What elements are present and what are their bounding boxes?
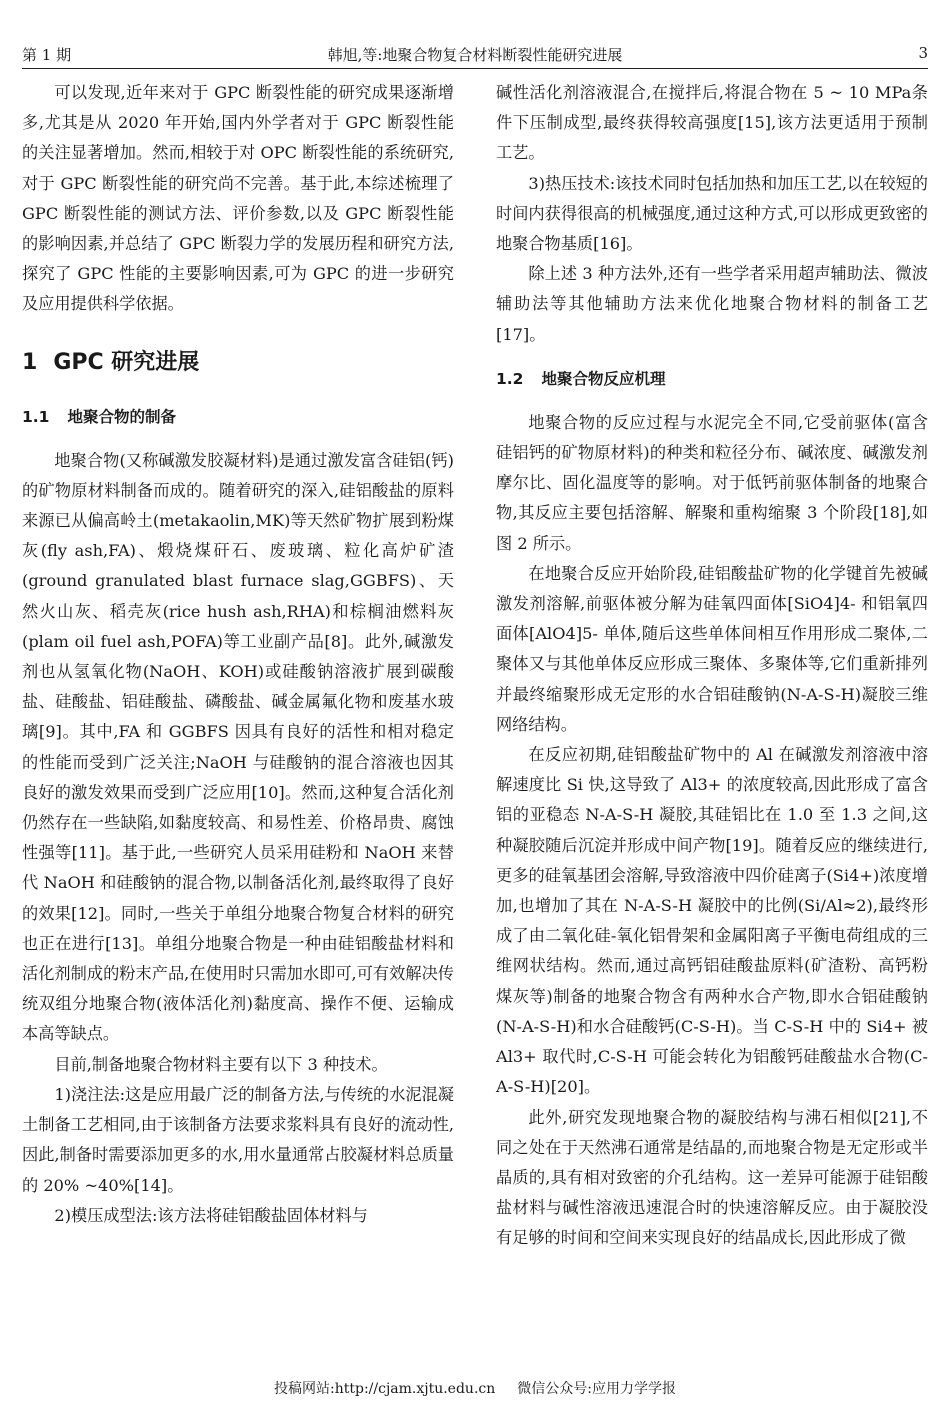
intro-paragraph: 可以发现,近年来对于 GPC 断裂性能的研究成果逐渐增多,尤其是从 2020 年开始,国内外学者对于 GPC 断裂性能的关注显著增加。然而,相较于对 OPC 断裂性能的系统研究,对于 GPC 断裂性能的研究尚不完善。基于此,本综述梳理了 GPC 断裂性能的测试方法、评价参数,以及 GPC 断裂性能的影响因素,并总结了 GPC 断裂力学的发展历程和研究方法,探究了 GPC 性能的主要影响因素,可为 GPC 的进一步研究及应用提供科学依据。 (22, 83, 454, 314)
paragraph: 3)热压技术:该技术同时包括加热和加压工艺,以在较短的时间内获得很高的机械强度,通过这种方式,可以形成更致密的地聚合物基质[16]。 (496, 173, 928, 254)
paragraph-continued: 碱性活化剂溶液混合,在搅拌后,将混合物在 5 ~ 10 MPa条件下压制成型,最终获得较高强度[15],该方法更适用于预制工艺。 (496, 83, 928, 163)
paragraph: 在地聚合反应开始阶段,硅铝酸盐矿物的化学键首先被碱激发剂溶解,前驱体被分解为硅氧四面体[SiO4]4- 和铝氧四面体[AlO4]5- 单体,随后这些单体间相互作用形成二聚体,二聚体又与其他单体反应形成三聚体、多聚体等,它们重新排列并最终缩聚形成无定形的水合铝硅酸钠(N-A-S-H)凝胶三维网络结构。 (496, 563, 928, 734)
subsection-heading-1-2 (496, 364, 928, 394)
right-column (496, 78, 928, 1254)
page-number: 3 (918, 44, 928, 62)
page-header (22, 40, 928, 69)
section-number: 1 (22, 349, 38, 375)
paragraph: 目前,制备地聚合物材料主要有以下 3 种技术。 (54, 1054, 388, 1074)
section-title: GPC 研究进展 (53, 349, 200, 375)
paragraph: 此外,研究发现地聚合物的凝胶结构与沸石相似[21],不同之处在于天然沸石通常是结晶的,而地聚合物是无定形或半晶质的,具有相对致密的介孔结构。这一差异可能源于硅铝酸盐材料与碱性溶液迅速混合时的快速溶解反应。由于凝胶没有足够的时间和空间来实现良好的结晶成长,因此形成了微 (496, 1107, 928, 1248)
subsection-heading-1-1 (22, 402, 454, 432)
paragraph: 2)模压成型法:该方法将硅铝酸盐固体材料与 (54, 1205, 368, 1225)
issue-label: 第 1 期 (22, 46, 72, 64)
left-column (22, 78, 454, 1231)
paragraph: 地聚合物(又称碱激发胶凝材料)是通过激发富含硅铝(钙)的矿物原材料制备而成的。随着研究的深入,硅铝酸盐的原料来源已从偏高岭土(metakaolin,MK)等天然矿物扩展到粉煤灰(fly ash,FA)、煅烧煤矸石、废玻璃、粒化高炉矿渣(ground granulated blast furnace slag,GGBFS)、天然火山灰、稻壳灰(rice hush ash,RHA)和棕榈油燃料灰(plam oil fuel ash,POFA)等工业副产品[8]。此外,碱激发剂也从氢氧化物(NaOH、KOH)或硅酸钠溶液扩展到碳酸盐、硅酸盐、铝硅酸盐、磷酸盐、碱金属氟化物和废基水玻璃[9]。其中,FA 和 GGBFS 因具有良好的活性和相对稳定的性能而受到广泛关注;NaOH 与硅酸钠的混合溶液也因其良好的激发效果而受到广泛应用[10]。然而,这种复合活化剂仍然存在一些缺陷,如黏度较高、和易性差、价格昂贵、腐蚀性强等[11]。基于此,一些研究人员采用硅粉和 NaOH 来替代 NaOH 和硅酸钠的混合物,以制备活化剂,最终取得了良好的效果[12]。同时,一些关于单组分地聚合物复合材料的研究也正在进行[13]。单组分地聚合物是一种由硅铝酸盐材料和活化剂制成的粉末产品,在使用时只需加水即可,可有效解决传统双组分地聚合物(液体活化剂)黏度高、操作不便、运输成本高等缺点。 (22, 450, 454, 1044)
paragraph: 除上述 3 种方法外,还有一些学者采用超声辅助法、微波辅助法等其他辅助方法来优化地聚合物材料的制备工艺[17]。 (496, 264, 928, 344)
paragraph: 在反应初期,硅铝酸盐矿物中的 Al 在碱激发剂溶液中溶解速度比 Si 快,这导致了 Al3+ 的浓度较高,因此形成了富含铝的亚稳态 N-A-S-H 凝胶,其硅铝比在 1.0 至 1.3 之间,这种凝胶随后沉淀并形成中间产物[19]。随着反应的继续进行,更多的硅氧基团会溶解,导致溶液中四价硅离子(Si4+)浓度增加,也增加了其在 N-A-S-H 凝胶中的比例(Si/Al≈2),最终形成了由二氧化硅-氧化铝骨架和金属阳离子平衡电荷组成的三维网状结构。然而,通过高钙铝硅酸盐原料(矿渣粉、高钙粉煤灰等)制备的地聚合物含有两种水合产物,即水合铝硅酸钠(N-A-S-H)和水合硅酸钙(C-S-H)。当 C-S-H 中的 Si4+ 被 Al3+ 取代时,C-S-H 可能会转化为铝酸钙硅酸盐水合物(C-A-S-H)[20]。 (496, 745, 928, 1097)
subsection-title: 地聚合物反应机理 (541, 369, 666, 388)
subsection-number: 1.2 (496, 369, 524, 388)
wechat-account: 微信公众号:应用力学学报 (517, 1381, 676, 1397)
paragraph: 地聚合物的反应过程与水泥完全不同,它受前驱体(富含硅铝钙的矿物原材料)的种类和粒径分布、碱浓度、碱激发剂摩尔比、固化温度等的影响。对于低钙前驱体制备的地聚合物,其反应主要包括溶解、解聚和重构缩聚 3 个阶段[18],如图 2 所示。 (496, 412, 928, 553)
subsection-title: 地聚合物的制备 (67, 407, 176, 426)
running-title: 韩旭,等:地聚合物复合材料断裂性能研究进展 (327, 46, 623, 64)
page-footer (0, 1378, 950, 1398)
subsection-number: 1.1 (22, 407, 50, 426)
paragraph: 1)浇注法:这是应用最广泛的制备方法,与传统的水泥混凝土制备工艺相同,由于该制备方法要求浆料具有良好的流动性,因此,制备时需要添加更多的水,用水量通常占胶凝材料总质量的 20% ~40%[14]。 (22, 1084, 454, 1195)
section-heading (22, 348, 454, 378)
submission-site: 投稿网站:http://cjam.xjtu.edu.cn (274, 1381, 496, 1397)
